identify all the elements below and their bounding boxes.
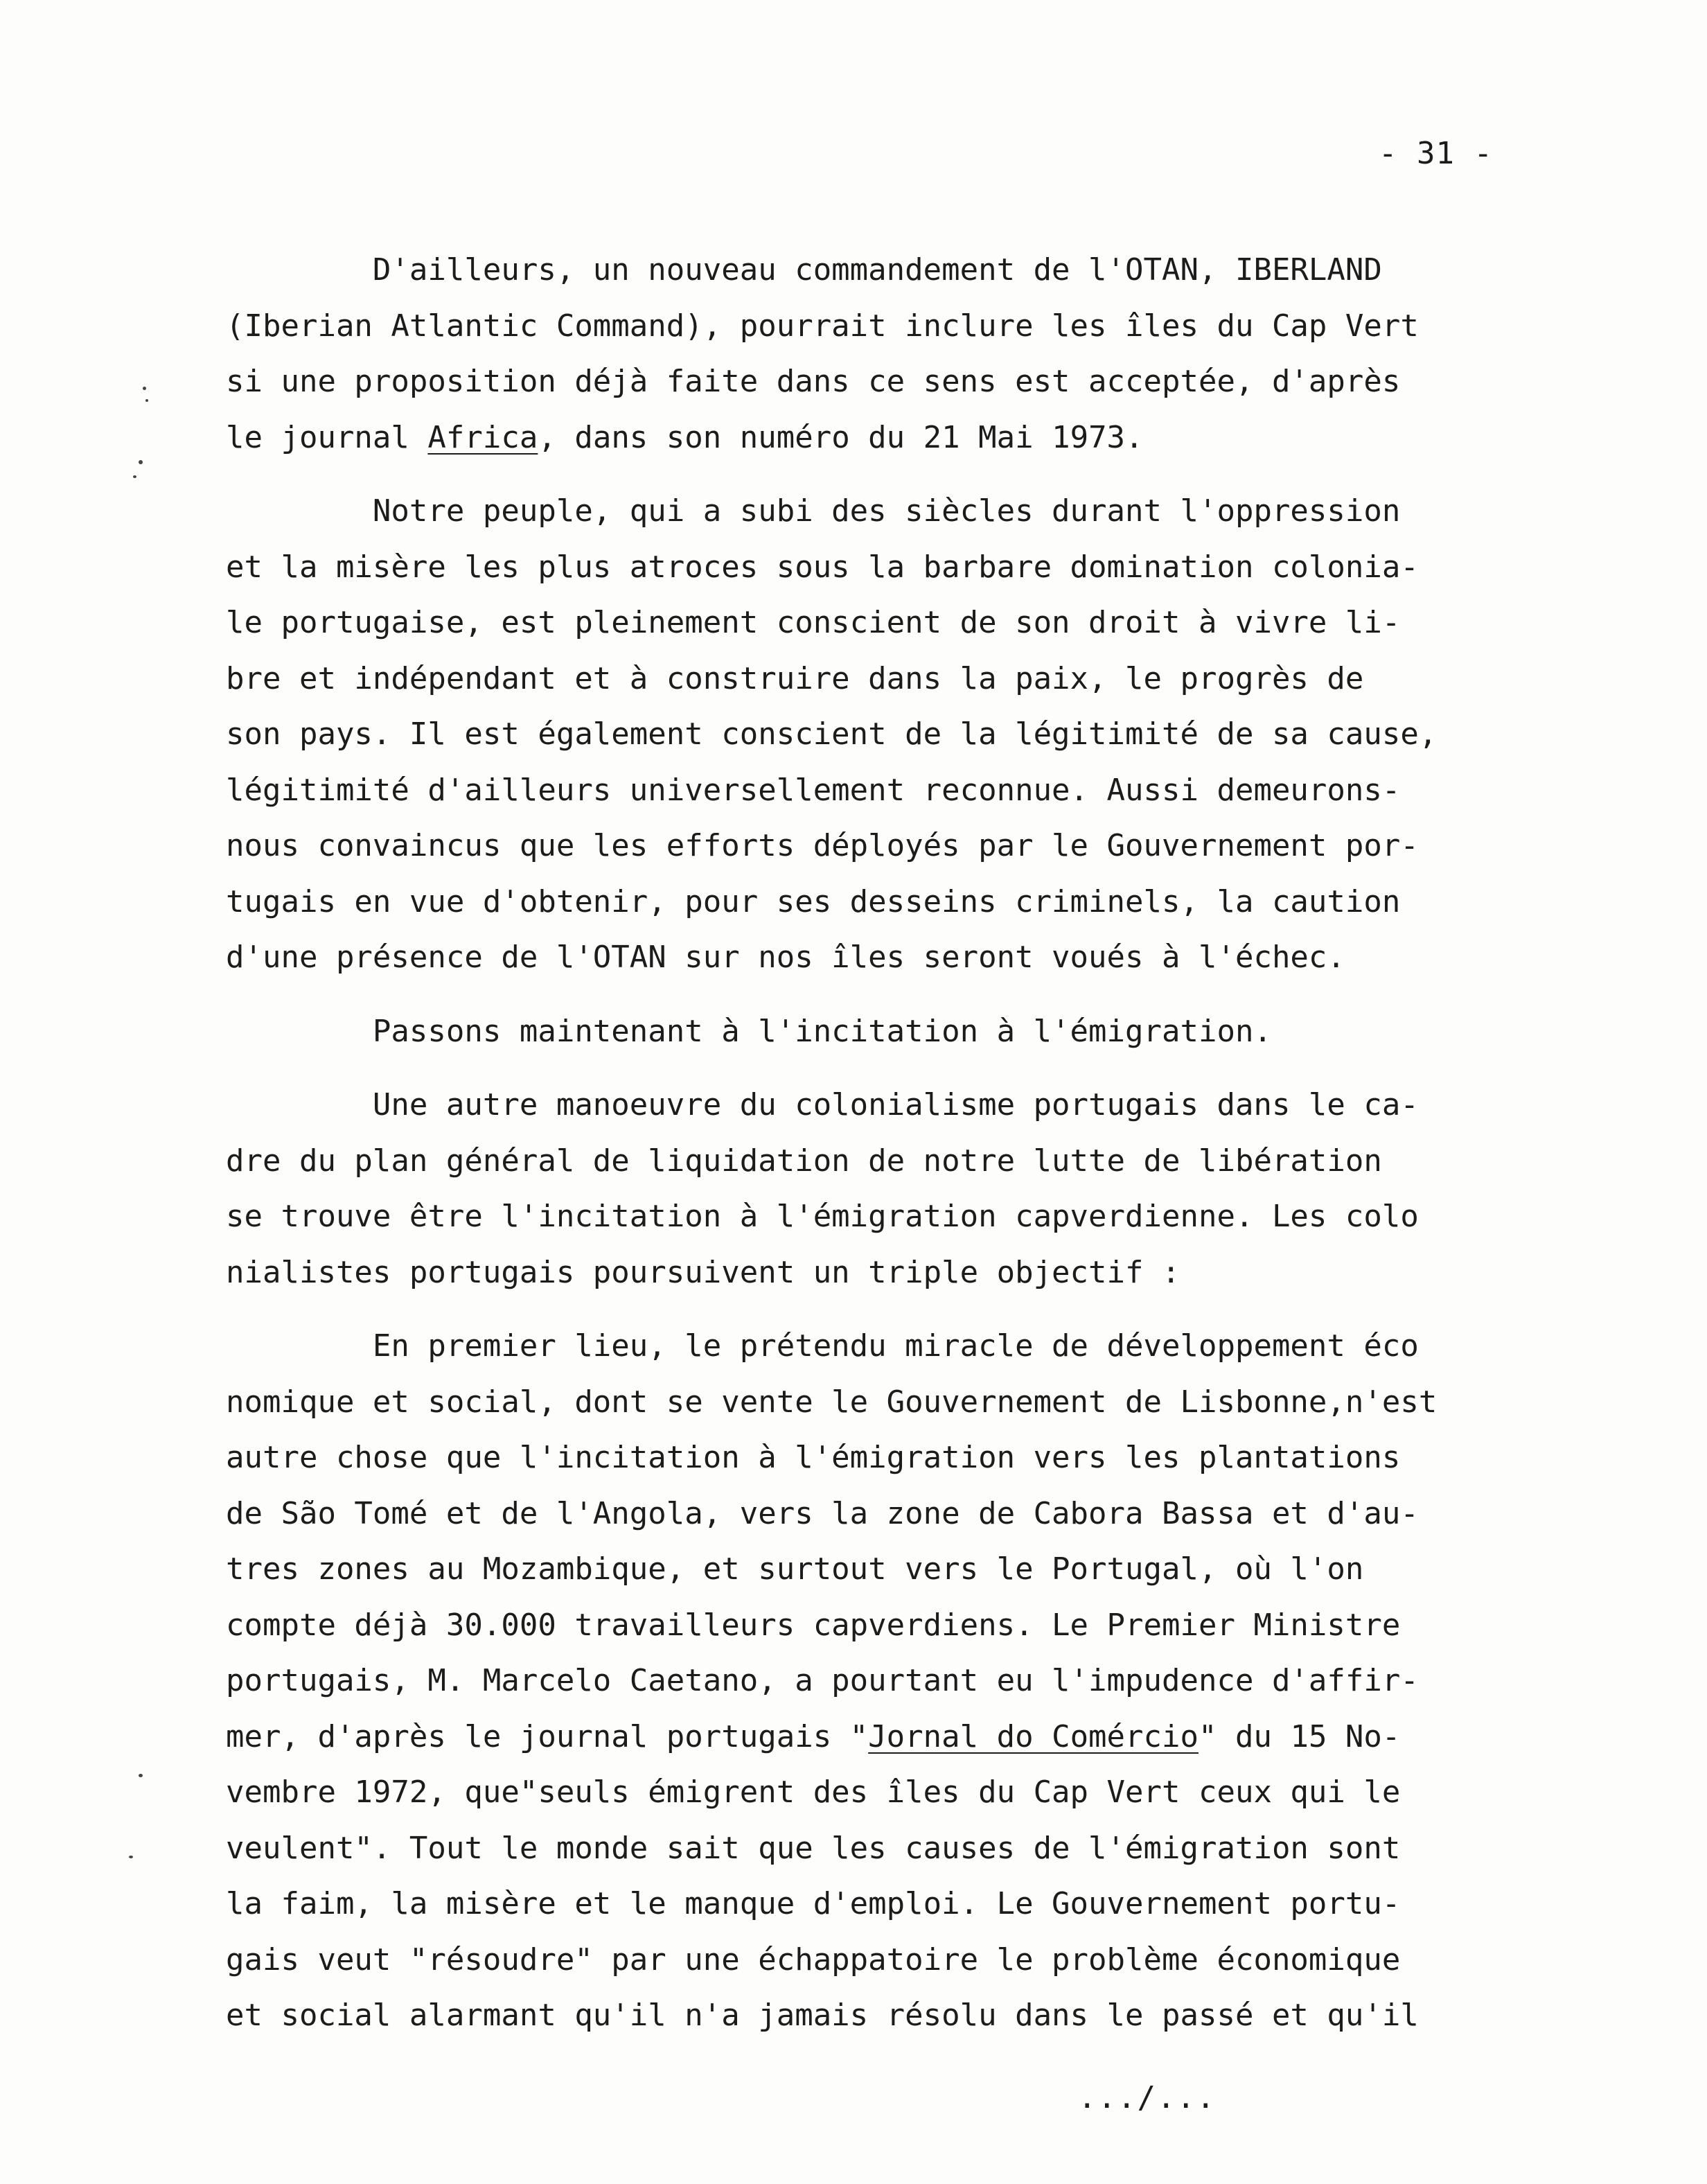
text-run: nialistes portugais poursuivent un triple objectif : <box>226 1254 1180 1290</box>
text-run: et social alarmant qu'il n'a jamais résolu dans le passé et qu'il <box>226 1998 1419 2033</box>
scan-speck <box>129 1856 133 1858</box>
text-line <box>226 354 1584 410</box>
scan-speck <box>139 460 143 464</box>
text-line <box>226 1245 1584 1301</box>
text-run: veulent". Tout le monde sait que les causes de l'émigration sont <box>226 1830 1401 1866</box>
text-run: légitimité d'ailleurs universellement reconnue. Aussi demeurons- <box>226 772 1401 808</box>
text-line <box>226 930 1584 986</box>
body-text <box>226 243 1584 2044</box>
text-line <box>226 1709 1584 1765</box>
text-line <box>226 1004 1584 1060</box>
text-run: le journal <box>226 419 428 455</box>
text-line <box>226 1077 1584 1134</box>
text-run: nomique et social, dont se vente le Gouvernement de Lisbonne,n'est <box>226 1384 1438 1420</box>
text-run: D'ailleurs, un nouveau commandement de l'OTAN, IBERLAND <box>226 252 1382 288</box>
text-run: se trouve être l'incitation à l'émigration capverdienne. Les colo <box>226 1199 1419 1234</box>
text-line <box>226 1932 1584 1989</box>
text-run: gais veut "résoudre" par une échappatoire le problème économique <box>226 1941 1401 1978</box>
text-run: mer, d'après le journal portugais " <box>226 1718 869 1754</box>
text-line <box>226 707 1584 763</box>
text-run: son pays. Il est également conscient de la légitimité de sa cause, <box>226 716 1438 752</box>
text-run: de São Tomé et de l'Angola, vers la zone de Cabora Bassa et d'au- <box>226 1495 1419 1531</box>
text-line <box>226 1598 1584 1654</box>
text-line <box>226 410 1584 466</box>
text-run: d'une présence de l'OTAN sur nos îles seront voués à l'échec. <box>226 940 1345 975</box>
text-line <box>226 1189 1584 1245</box>
text-run: " du 15 No- <box>1199 1718 1401 1754</box>
text-run: dre du plan général de liquidation de notre lutte de libération <box>226 1143 1382 1179</box>
text-run: En premier lieu, le prétendu miracle de développement éco <box>226 1328 1419 1364</box>
text-line <box>226 484 1584 540</box>
text-line <box>226 818 1584 874</box>
text-line <box>226 1486 1584 1542</box>
scan-speck <box>133 475 136 478</box>
text-run: et la misère les plus atroces sous la barbare domination colonia- <box>226 549 1419 585</box>
text-line <box>226 1821 1584 1877</box>
text-line <box>226 1876 1584 1932</box>
text-run: la faim, la misère et le manque d'emploi. Le Gouvernement portu- <box>226 1886 1401 1921</box>
paragraph <box>226 1004 1584 1060</box>
text-line <box>226 1430 1584 1486</box>
text-run: tres zones au Mozambique, et surtout vers le Portugal, où l'on <box>226 1551 1364 1587</box>
text-run: portugais, M. Marcelo Caetano, a pourtant eu l'impudence d'affir- <box>226 1663 1419 1698</box>
text-run: (Iberian Atlantic Command), pourrait inclure les îles du Cap Vert <box>226 308 1419 344</box>
text-run: nous convaincus que les efforts déployés par le Gouvernement por- <box>226 828 1419 863</box>
text-line <box>226 540 1584 596</box>
text-run: tugais en vue d'obtenir, pour ses desseins criminels, la caution <box>226 883 1401 919</box>
text-run: bre et indépendant et à construire dans la paix, le progrès de <box>226 660 1364 696</box>
text-line <box>226 874 1584 931</box>
text-line <box>226 1319 1584 1375</box>
paragraph <box>226 1319 1584 2044</box>
text-run: Une autre manoeuvre du colonialisme portugais dans le ca- <box>226 1087 1419 1122</box>
underlined-title: Africa <box>427 419 538 455</box>
text-run: Notre peuple, qui a subi des siècles durant l'oppression <box>226 493 1401 529</box>
scan-speck <box>139 1774 143 1777</box>
text-run: vembre 1972, que"seuls émigrent des îles du Cap Vert ceux qui le <box>226 1774 1401 1810</box>
text-run: , dans son numéro du 21 Mai 1973. <box>538 419 1144 455</box>
text-line <box>226 595 1584 651</box>
text-line <box>226 1988 1584 2044</box>
scan-speck <box>143 387 146 390</box>
text-run: si une proposition déjà faite dans ce sens est acceptée, d'après <box>226 364 1401 399</box>
text-line <box>226 1542 1584 1598</box>
scan-speck <box>145 399 148 402</box>
text-line <box>226 299 1584 355</box>
continuation-mark: .../... <box>1078 2080 1217 2115</box>
paragraph <box>226 484 1584 986</box>
page-number: - 31 - <box>1379 136 1493 171</box>
text-line <box>226 243 1584 299</box>
paragraph <box>226 243 1584 466</box>
text-line <box>226 1653 1584 1709</box>
text-run: autre chose que l'incitation à l'émigration vers les plantations <box>226 1440 1401 1475</box>
text-line <box>226 1765 1584 1821</box>
text-line <box>226 1134 1584 1190</box>
text-run: compte déjà 30.000 travailleurs capverdiens. Le Premier Ministre <box>226 1607 1401 1643</box>
text-run: le portugaise, est pleinement conscient de son droit à vivre li- <box>226 605 1401 640</box>
paragraph <box>226 1077 1584 1301</box>
text-line <box>226 763 1584 819</box>
text-line <box>226 1375 1584 1431</box>
text-line <box>226 651 1584 707</box>
underlined-title: Jornal do Comércio <box>868 1718 1199 1754</box>
text-run: Passons maintenant à l'incitation à l'émigration. <box>226 1013 1272 1049</box>
